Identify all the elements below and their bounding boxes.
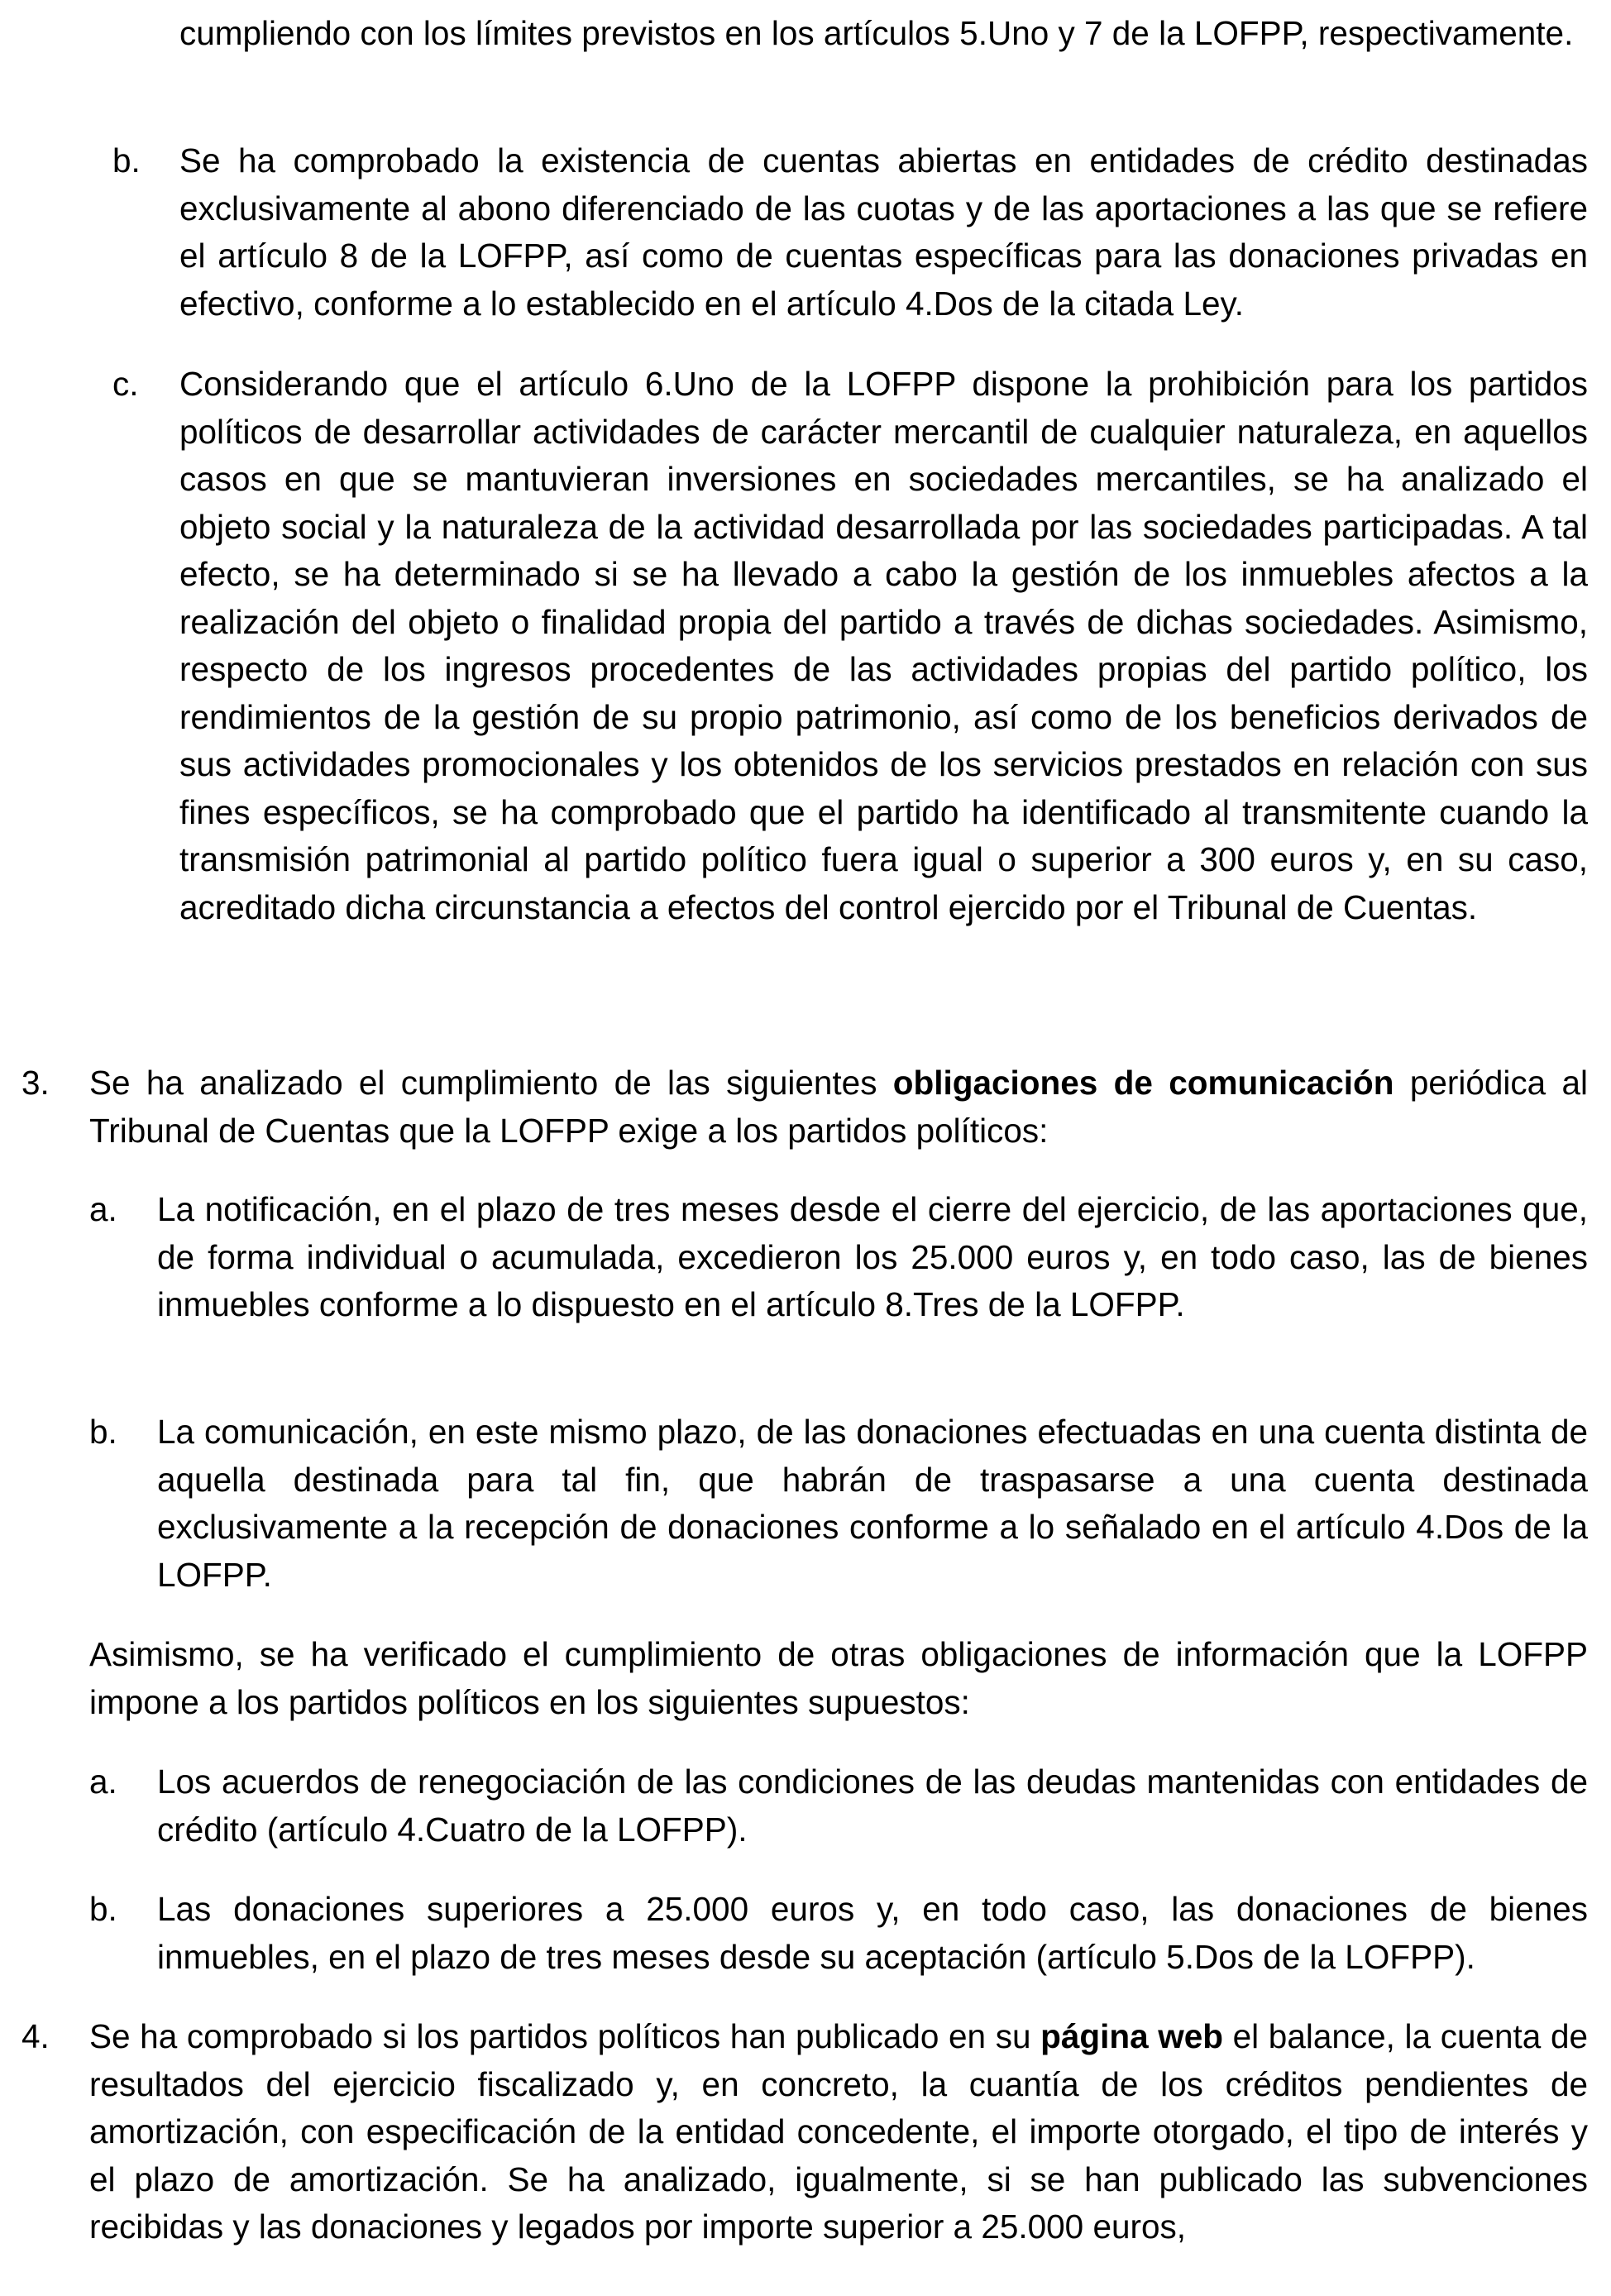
list-marker-3b2: b. bbox=[89, 1890, 117, 1928]
list-marker-4: 4. bbox=[22, 2017, 50, 2055]
list-item-2b: Se ha comprobado la existencia de cuentas abiertas en entidades de crédito destinadas exclusivamente al abono diferenciado de las cuotas y de las aportaciones a las que se refiere el artículo 8 de la LOFPP, así como de cuentas específicas para las donaciones privadas en efectivo, conforme a lo establecido en el artículo 4.Dos de la citada Ley. bbox=[179, 141, 1588, 323]
list-marker-3b: b. bbox=[89, 1413, 117, 1451]
item4-text-after: el balance, la cuenta de resultados del ejercicio fiscalizado y, en concreto, la cuantía de los créditos pendientes de amortización, con especificación de la entidad concedente, el importe otorgado, el tipo de interés y el plazo de amortización. Se ha analizado, igualmente, si se han publicado las subvenciones recibidas y las donaciones y legados por importe superior a 25.000 euros, bbox=[89, 2017, 1588, 2246]
list-item-3b2: Las donaciones superiores a 25.000 euros y, en todo caso, las donaciones de bienes inmuebles, en el plazo de tres meses desde su aceptación (artículo 5.Dos de la LOFPP). bbox=[157, 1890, 1588, 1976]
list-item-3a: La notificación, en el plazo de tres meses desde el cierre del ejercicio, de las aportaciones que, de forma individual o acumulada, excedieron los 25.000 euros y, en todo caso, las de bienes inmuebles conforme a lo dispuesto en el artículo 8.Tres de la LOFPP. bbox=[157, 1190, 1588, 1323]
asimismo-paragraph: Asimismo, se ha verificado el cumplimiento de otras obligaciones de información que la LOFPP impone a los partidos políticos en los siguientes supuestos: bbox=[89, 1635, 1588, 1721]
list-marker-3a2: a. bbox=[89, 1763, 117, 1801]
item3-bold-text: obligaciones de comunicación bbox=[892, 1064, 1394, 1102]
list-item-4 bbox=[89, 2013, 1588, 2251]
list-marker-3a: a. bbox=[89, 1190, 117, 1228]
item4-bold-text: página web bbox=[1040, 2017, 1224, 2055]
list-marker-2c: c. bbox=[112, 365, 139, 403]
item3-text-before: Se ha analizado el cumplimiento de las siguientes bbox=[89, 1064, 893, 1102]
list-marker-2b: b. bbox=[112, 141, 141, 179]
list-item-2c: Considerando que el artículo 6.Uno de la LOFPP dispone la prohibición para los partidos políticos de desarrollar actividades de carácter mercantil de cualquier naturaleza, en aquellos casos en que se mantuvieran inversiones en sociedades mercantiles, se ha analizado el objeto social y la naturaleza de la actividad desarrollada por las sociedades participadas. A tal efecto, se ha determinado si se ha llevado a cabo la gestión de los inmuebles afectos a la realización del objeto o finalidad propia del partido a través de dichas sociedades. Asimismo, respecto de los ingresos procedentes de las actividades propias del partido político, los rendimientos de la gestión de su propio patrimonio, así como de los beneficios derivados de sus actividades promocionales y los obtenidos de los servicios prestados en relación con sus fines específicos, se ha comprobado que el partido ha identificado al transmitente cuando la transmisión patrimonial al partido político fuera igual o superior a 300 euros y, en su caso, acreditado dicha circunstancia a efectos del control ejercido por el Tribunal de Cuentas. bbox=[179, 365, 1588, 926]
item4-text-before: Se ha comprobado si los partidos políticos han publicado en su bbox=[89, 2017, 1041, 2055]
continued-paragraph: cumpliendo con los límites previstos en los artículos 5.Uno y 7 de la LOFPP, respectivamente. bbox=[179, 14, 1574, 52]
list-item-3a2: Los acuerdos de renegociación de las condiciones de las deudas mantenidas con entidades de crédito (artículo 4.Cuatro de la LOFPP). bbox=[157, 1763, 1588, 1849]
list-item-3b: La comunicación, en este mismo plazo, de las donaciones efectuadas en una cuenta distinta de aquella destinada para tal fin, que habrán de traspasarse a una cuenta destinada exclusivamente a la recepción de donaciones conforme a lo señalado en el artículo 4.Dos de la LOFPP. bbox=[157, 1413, 1588, 1594]
item3-text-after: periódica al Tribunal de Cuentas que la LOFPP exige a los partidos políticos: bbox=[89, 1064, 1589, 1150]
list-marker-3: 3. bbox=[22, 1064, 50, 1102]
list-item-3 bbox=[89, 1060, 1588, 1155]
